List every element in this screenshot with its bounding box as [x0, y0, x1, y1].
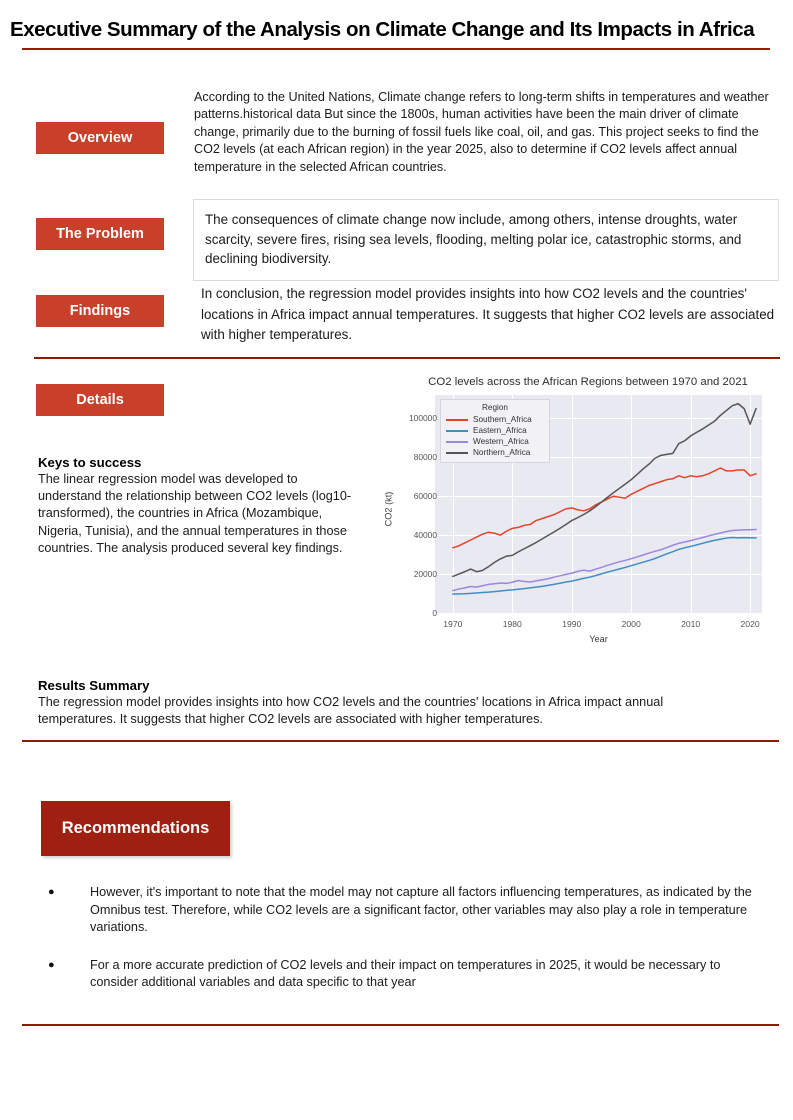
section-divider-3	[22, 1024, 779, 1026]
chart-y-tick-label: 60000	[413, 491, 437, 502]
recommendation-text: However, it's important to note that the model may not capture all factors influencing temperatures, as indicated by the Omnibus test. Therefore, while CO2 levels are a significant factor, other variables may also play a role in temperature variations.	[90, 885, 752, 935]
chart-legend-swatch	[446, 430, 468, 432]
chart-legend-label: Southern_Africa	[473, 415, 532, 424]
bullet-icon: ●	[48, 886, 55, 898]
section-label-overview-text: Overview	[67, 129, 133, 146]
chart-y-axis-label: CO2 (kt)	[383, 491, 394, 527]
section-label-problem	[36, 218, 164, 250]
chart-legend-swatch	[446, 441, 468, 443]
section-label-details	[36, 384, 164, 416]
overview-paragraph: According to the United Nations, Climate change refers to long-term shifts in temperatures and weather patterns.historical data But since the 1800s, human activities have been the main driver of climate change, primarily due to the burning of fossil fuels like coal, oil, and gas. This project seeks to find the CO2 levels (at each African region) in the year 2025, also to determine if CO2 levels affect annual temperature in the selected African countries.	[194, 90, 769, 174]
results-summary-heading: Results Summary	[38, 678, 150, 693]
problem-callout-box	[193, 199, 779, 281]
section-label-problem-text: The Problem	[56, 225, 144, 242]
section-label-findings-text: Findings	[69, 302, 131, 319]
title-divider	[22, 48, 770, 50]
chart-y-tick-label: 20000	[413, 569, 437, 580]
page-title: Executive Summary of the Analysis on Climate Change and Its Impacts in Africa	[10, 18, 755, 41]
problem-paragraph: The consequences of climate change now include, among others, intense droughts, water scarcity, severe fires, rising sea levels, flooding, melting polar ice, catastrophic storms, and declining biodiversity.	[205, 212, 742, 266]
chart-y-tick-label: 0	[432, 608, 437, 618]
chart-y-tick-label: 100000	[409, 413, 437, 424]
chart-legend-item	[446, 425, 544, 436]
chart-x-tick-label: 2010	[681, 619, 701, 629]
results-summary-text: The regression model provides insights into how CO2 levels and the countries' locations in Africa impact annual temperatures. It suggests that higher CO2 levels are associated with higher temperatures.	[38, 695, 664, 727]
chart-legend-title: Region	[482, 403, 508, 412]
chart-gridline-horizontal	[435, 613, 762, 614]
chart-x-tick-label: 1990	[562, 619, 582, 629]
recommendations-list	[44, 884, 759, 1012]
results-summary-block	[38, 678, 738, 729]
chart-legend-item	[446, 447, 544, 458]
chart-x-axis-label: Year	[589, 634, 608, 644]
chart-legend-label: Eastern_Africa	[473, 426, 527, 435]
chart-x-tick-label: 1980	[502, 619, 522, 629]
chart-title: CO2 levels across the African Regions between 1970 and 2021	[428, 376, 748, 388]
section-label-details-text: Details	[76, 391, 124, 408]
section-divider-2	[22, 740, 779, 742]
section-label-recommendations-text: Recommendations	[61, 819, 210, 837]
keys-to-success-block	[38, 455, 358, 557]
chart-legend-swatch	[446, 419, 468, 421]
chart-x-tick-label: 1970	[443, 619, 463, 629]
section-label-recommendations	[41, 801, 230, 856]
section-label-overview	[36, 122, 164, 154]
keys-to-success-text: The linear regression model was developed to understand the relationship between CO2 levels (log10-transformed), the countries in Africa (Mozambique, Nigeria, Tunisia), and the annual temperatures in those countries. The analysis produced several key findings.	[38, 472, 352, 555]
chart-y-tick-label: 40000	[413, 530, 437, 541]
keys-to-success-heading: Keys to success	[38, 455, 142, 470]
chart-legend-item	[446, 414, 544, 425]
chart-legend-item	[446, 436, 544, 447]
recommendation-text: For a more accurate prediction of CO2 levels and their impact on temperatures in 2025, it would be necessary to consider additional variables and data specific to that year	[90, 957, 721, 990]
chart-legend-label: Western_Africa	[473, 437, 529, 446]
recommendation-item	[44, 884, 759, 937]
chart-legend	[440, 399, 550, 463]
recommendation-item	[44, 957, 759, 992]
chart-x-tick-label: 2020	[740, 619, 760, 629]
chart-y-tick-label: 80000	[413, 452, 437, 463]
section-divider-1	[34, 357, 780, 359]
chart-x-tick-label: 2000	[621, 619, 641, 629]
findings-paragraph: In conclusion, the regression model provides insights into how CO2 levels and the countries' locations in Africa impact annual temperatures. It suggests that higher CO2 levels are associated with higher temperatures.	[201, 286, 775, 342]
chart-legend-label: Northern_Africa	[473, 448, 531, 457]
chart-legend-swatch	[446, 452, 468, 454]
co2-line-chart	[383, 376, 784, 658]
bullet-icon: ●	[48, 958, 55, 971]
section-label-findings	[36, 295, 164, 327]
